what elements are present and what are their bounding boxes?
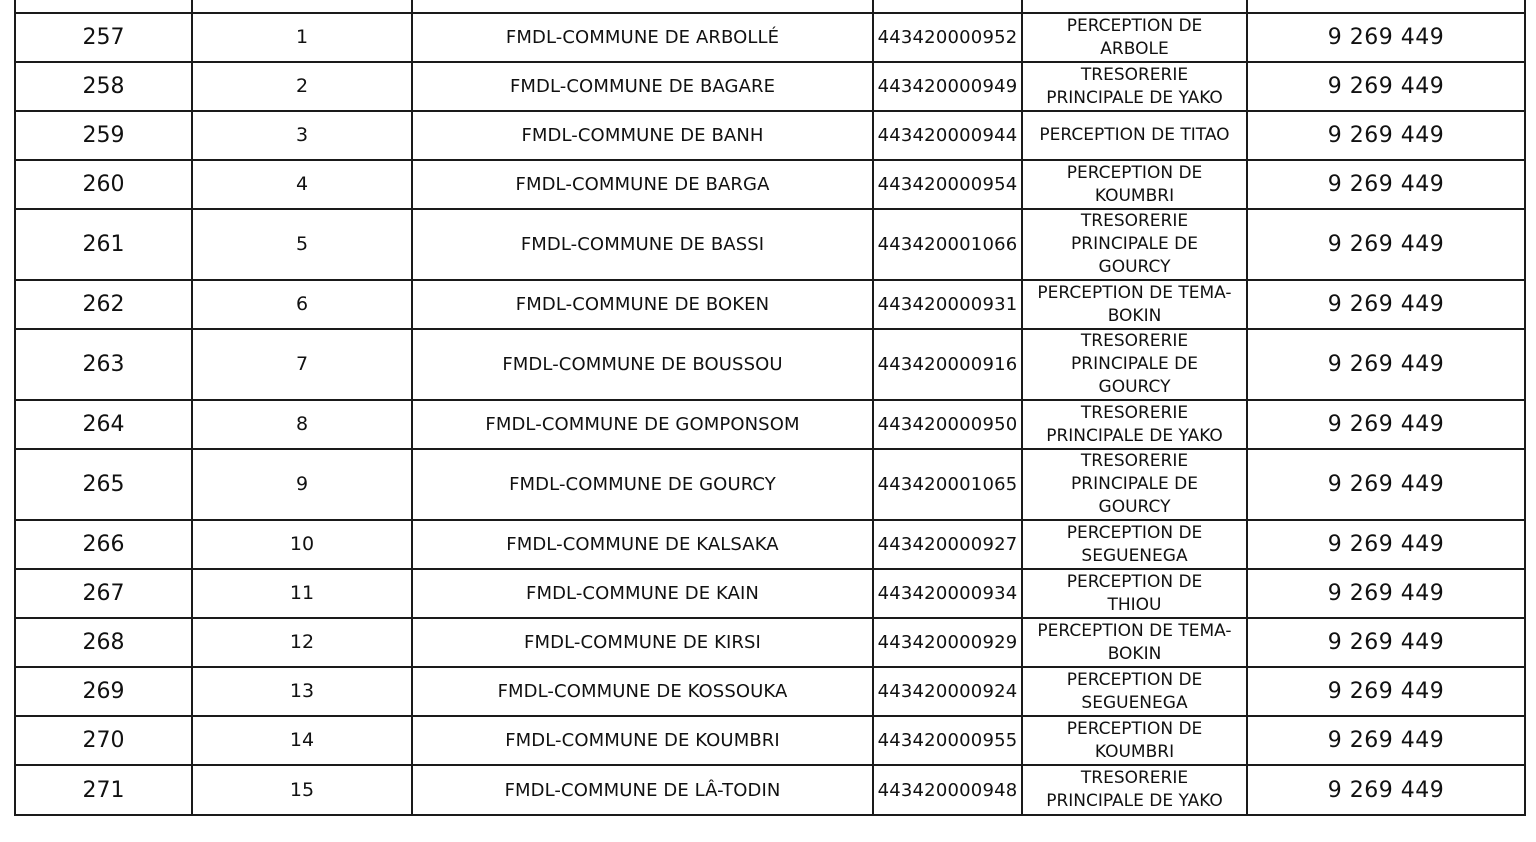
row-number: 259 [15, 111, 192, 160]
treasury-office [1022, 618, 1247, 667]
order-number: 6 [192, 280, 412, 329]
row-number: 265 [15, 449, 192, 520]
table-row [15, 111, 1525, 160]
treasury-office-line: PERCEPTION DE [1066, 718, 1203, 739]
treasury-office-line: BOKIN [1107, 305, 1162, 326]
treasury-office-line: GOURCY [1098, 497, 1171, 517]
table-row [15, 329, 1525, 400]
amount: 9 269 449 [1247, 62, 1525, 111]
account-number: 443420000927 [873, 520, 1022, 569]
treasury-office-line: PERCEPTION DE TEMA- [1037, 282, 1232, 303]
row-number: 271 [15, 765, 192, 815]
treasury-office [1022, 111, 1247, 160]
table-row [15, 62, 1525, 111]
account-number: 443420000929 [873, 618, 1022, 667]
account-number: 443420000944 [873, 111, 1022, 160]
account-number: 443420000950 [873, 400, 1022, 449]
commune-name: FMDL-COMMUNE DE KALSAKA [412, 520, 873, 569]
order-number: 9 [192, 449, 412, 520]
order-number: 3 [192, 111, 412, 160]
row-number: 266 [15, 520, 192, 569]
order-number: 5 [192, 209, 412, 280]
order-number: 7 [192, 329, 412, 400]
amount: 9 269 449 [1247, 716, 1525, 765]
table-body [15, 0, 1525, 815]
account-number: 443420000952 [873, 13, 1022, 62]
commune-name: FMDL-COMMUNE DE BOUSSOU [412, 329, 873, 400]
order-number: 2 [192, 62, 412, 111]
amount: 9 269 449 [1247, 160, 1525, 209]
treasury-office-line: TRESORERIE [1080, 768, 1189, 788]
treasury-office-line: PRINCIPALE DE YAKO [1046, 425, 1223, 446]
table-cell [1247, 0, 1525, 13]
table-row [15, 520, 1525, 569]
account-number: 443420000948 [873, 765, 1022, 815]
table-row-continued [15, 0, 1525, 13]
table-row [15, 160, 1525, 209]
treasury-office-line: GOURCY [1098, 257, 1171, 277]
table-row [15, 13, 1525, 62]
account-number: 443420000924 [873, 667, 1022, 716]
commune-name: FMDL-COMMUNE DE BANH [412, 111, 873, 160]
table-row [15, 209, 1525, 280]
treasury-office [1022, 449, 1247, 520]
treasury-office-line: PERCEPTION DE [1066, 15, 1203, 36]
treasury-office [1022, 520, 1247, 569]
commune-name: FMDL-COMMUNE DE ARBOLLÉ [412, 13, 873, 62]
treasury-office-line: KOUMBRI [1094, 741, 1175, 762]
account-number: 443420001065 [873, 449, 1022, 520]
treasury-office-line: PRINCIPALE DE [1071, 474, 1198, 494]
account-number: 443420000954 [873, 160, 1022, 209]
commune-name: FMDL-COMMUNE DE BASSI [412, 209, 873, 280]
table-row [15, 400, 1525, 449]
treasury-office-line: PRINCIPALE DE [1071, 354, 1198, 374]
treasury-office [1022, 209, 1247, 280]
account-number: 443420000916 [873, 329, 1022, 400]
treasury-office-line: KOUMBRI [1094, 185, 1175, 206]
account-number: 443420000931 [873, 280, 1022, 329]
table-row [15, 667, 1525, 716]
treasury-office-line: SEGUENEGA [1081, 692, 1188, 713]
commune-name: FMDL-COMMUNE DE GOMPONSOM [412, 400, 873, 449]
amount: 9 269 449 [1247, 400, 1525, 449]
order-number: 1 [192, 13, 412, 62]
order-number: 12 [192, 618, 412, 667]
treasury-office [1022, 569, 1247, 618]
amount: 9 269 449 [1247, 449, 1525, 520]
row-number: 257 [15, 13, 192, 62]
treasury-office-line: GOURCY [1098, 377, 1171, 397]
treasury-office-line: PERCEPTION DE TITAO [1039, 125, 1230, 145]
order-number: 11 [192, 569, 412, 618]
treasury-office [1022, 765, 1247, 815]
amount: 9 269 449 [1247, 329, 1525, 400]
table-row [15, 569, 1525, 618]
amount: 9 269 449 [1247, 520, 1525, 569]
treasury-office [1022, 280, 1247, 329]
table-cell [1022, 0, 1247, 13]
commune-name: FMDL-COMMUNE DE KIRSI [412, 618, 873, 667]
treasury-office-line: TRESORERIE [1080, 331, 1189, 351]
amount: 9 269 449 [1247, 618, 1525, 667]
table-row [15, 618, 1525, 667]
treasury-office-line: TRESORERIE [1080, 451, 1189, 471]
order-number: 14 [192, 716, 412, 765]
amount: 9 269 449 [1247, 111, 1525, 160]
commune-name: FMDL-COMMUNE DE BOKEN [412, 280, 873, 329]
commune-name: FMDL-COMMUNE DE KOUMBRI [412, 716, 873, 765]
commune-name: FMDL-COMMUNE DE KAIN [412, 569, 873, 618]
treasury-office-line: TRESORERIE [1080, 211, 1189, 231]
treasury-office [1022, 667, 1247, 716]
table-cell [873, 0, 1022, 13]
treasury-office [1022, 329, 1247, 400]
treasury-office-line: PERCEPTION DE TEMA- [1037, 620, 1232, 641]
treasury-office-line: ARBOLE [1100, 38, 1169, 59]
order-number: 10 [192, 520, 412, 569]
treasury-office-line: THIOU [1107, 594, 1162, 615]
treasury-office-line: TRESORERIE [1080, 402, 1189, 423]
account-number: 443420000949 [873, 62, 1022, 111]
treasury-office [1022, 716, 1247, 765]
commune-name: FMDL-COMMUNE DE BARGA [412, 160, 873, 209]
treasury-office-line: PRINCIPALE DE [1071, 234, 1198, 254]
commune-name: FMDL-COMMUNE DE GOURCY [412, 449, 873, 520]
treasury-office-line: PERCEPTION DE [1066, 522, 1203, 543]
table-row [15, 765, 1525, 815]
row-number: 262 [15, 280, 192, 329]
table-row [15, 449, 1525, 520]
order-number: 13 [192, 667, 412, 716]
table-cell [15, 0, 192, 13]
row-number: 267 [15, 569, 192, 618]
amount: 9 269 449 [1247, 13, 1525, 62]
treasury-office [1022, 13, 1247, 62]
treasury-office [1022, 400, 1247, 449]
treasury-office-line: PERCEPTION DE [1066, 162, 1203, 183]
amount: 9 269 449 [1247, 667, 1525, 716]
row-number: 261 [15, 209, 192, 280]
account-number: 443420001066 [873, 209, 1022, 280]
row-number: 263 [15, 329, 192, 400]
treasury-office-line: TRESORERIE [1080, 64, 1189, 85]
table-row [15, 280, 1525, 329]
row-number: 260 [15, 160, 192, 209]
row-number: 269 [15, 667, 192, 716]
treasury-office-line: PRINCIPALE DE YAKO [1046, 87, 1223, 108]
table-cell [192, 0, 412, 13]
table-cell [412, 0, 873, 13]
table-row [15, 716, 1525, 765]
allocation-table [14, 0, 1526, 816]
treasury-office-line: PRINCIPALE DE YAKO [1046, 791, 1223, 811]
amount: 9 269 449 [1247, 569, 1525, 618]
order-number: 8 [192, 400, 412, 449]
treasury-office [1022, 62, 1247, 111]
treasury-office-line: BOKIN [1107, 643, 1162, 664]
commune-name: FMDL-COMMUNE DE LÂ-TODIN [412, 765, 873, 815]
treasury-office-line: SEGUENEGA [1081, 545, 1188, 566]
commune-name: FMDL-COMMUNE DE KOSSOUKA [412, 667, 873, 716]
treasury-office-line: PERCEPTION DE [1066, 571, 1203, 592]
commune-name: FMDL-COMMUNE DE BAGARE [412, 62, 873, 111]
row-number: 270 [15, 716, 192, 765]
treasury-office-line: PERCEPTION DE [1066, 669, 1203, 690]
order-number: 4 [192, 160, 412, 209]
amount: 9 269 449 [1247, 765, 1525, 815]
row-number: 264 [15, 400, 192, 449]
order-number: 15 [192, 765, 412, 815]
amount: 9 269 449 [1247, 209, 1525, 280]
row-number: 258 [15, 62, 192, 111]
treasury-office [1022, 160, 1247, 209]
amount: 9 269 449 [1247, 280, 1525, 329]
row-number: 268 [15, 618, 192, 667]
account-number: 443420000955 [873, 716, 1022, 765]
account-number: 443420000934 [873, 569, 1022, 618]
